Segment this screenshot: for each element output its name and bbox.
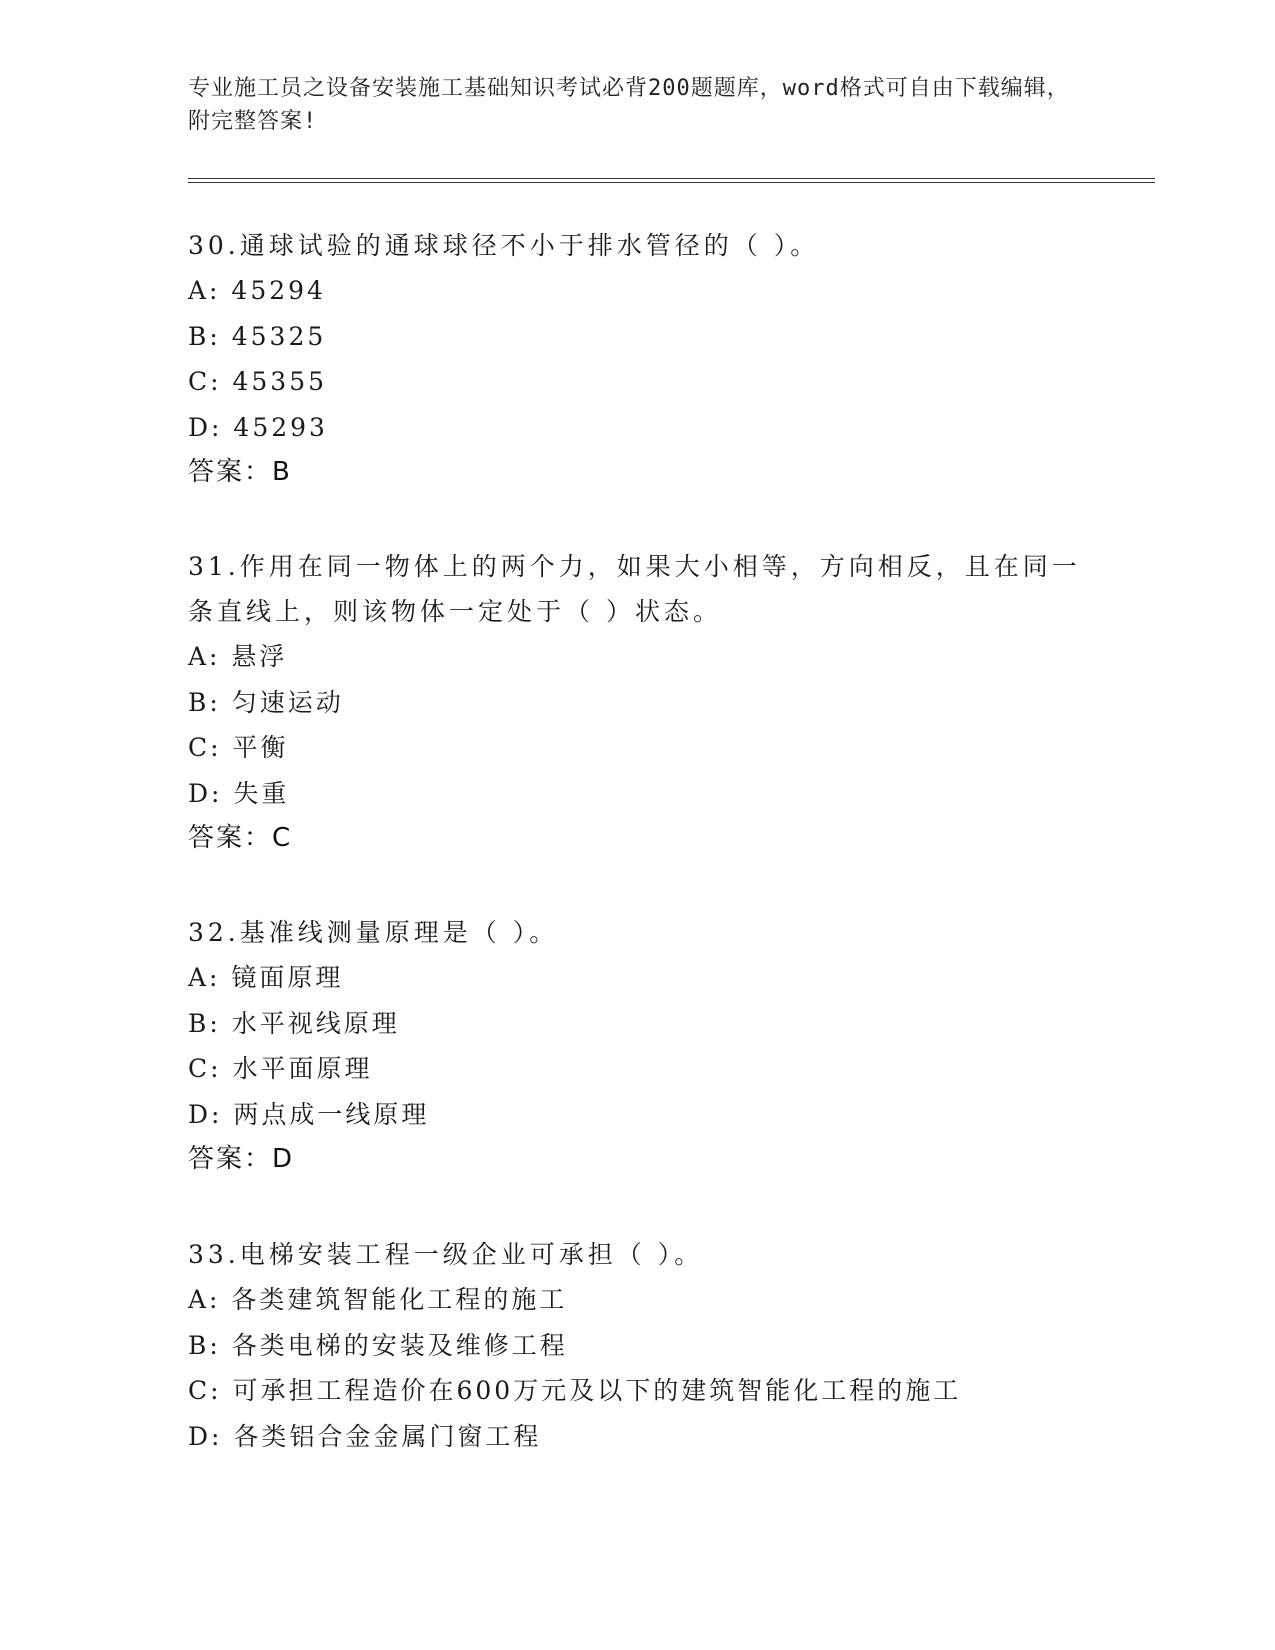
option-c: C: 45355 <box>188 367 328 396</box>
answer: 答案：C <box>188 823 293 853</box>
option-c: C: 水平面原理 <box>188 1054 373 1083</box>
question-33 <box>188 1232 1088 1459</box>
answer: 答案：B <box>188 457 292 487</box>
question-31 <box>188 544 1088 860</box>
question-stem: 33.电梯安装工程一级企业可承担（ ）。 <box>188 1240 704 1269</box>
header-divider <box>188 178 1155 183</box>
option-b: B: 45325 <box>188 321 327 351</box>
option-b: B: 匀速运动 <box>188 687 344 717</box>
option-d: D: 45293 <box>188 412 328 442</box>
option-a: A: 镜面原理 <box>188 963 344 992</box>
option-d: D: 两点成一线原理 <box>188 1099 430 1129</box>
option-a: A: 悬浮 <box>188 642 288 671</box>
question-stem: 32.基准线测量原理是（ ）。 <box>188 918 559 947</box>
question-stem: 30.通球试验的通球球径不小于排水管径的（ ）。 <box>188 231 820 260</box>
option-b: B: 各类电梯的安装及维修工程 <box>188 1330 568 1360</box>
question-30 <box>188 223 1088 494</box>
option-a: A: 各类建筑智能化工程的施工 <box>188 1285 568 1314</box>
option-b: B: 水平视线原理 <box>188 1008 400 1038</box>
option-d: D: 各类铝合金金属门窗工程 <box>188 1421 542 1451</box>
question-32 <box>188 910 1088 1181</box>
option-d: D: 失重 <box>188 778 290 808</box>
option-c: C: 可承担工程造价在600万元及以下的建筑智能化工程的施工 <box>188 1376 962 1405</box>
document-header: 专业施工员之设备安装施工基础知识考试必背200题题库，word格式可自由下载编辑，附完整答案! <box>188 76 1070 134</box>
option-c: C: 平衡 <box>188 733 289 762</box>
question-stem: 31.作用在同一物体上的两个力，如果大小相等，方向相反，且在同一条直线上，则该物体一定处于（ ）状态。 <box>188 552 1081 626</box>
option-a: A: 45294 <box>188 276 326 305</box>
answer: 答案：D <box>188 1144 295 1174</box>
